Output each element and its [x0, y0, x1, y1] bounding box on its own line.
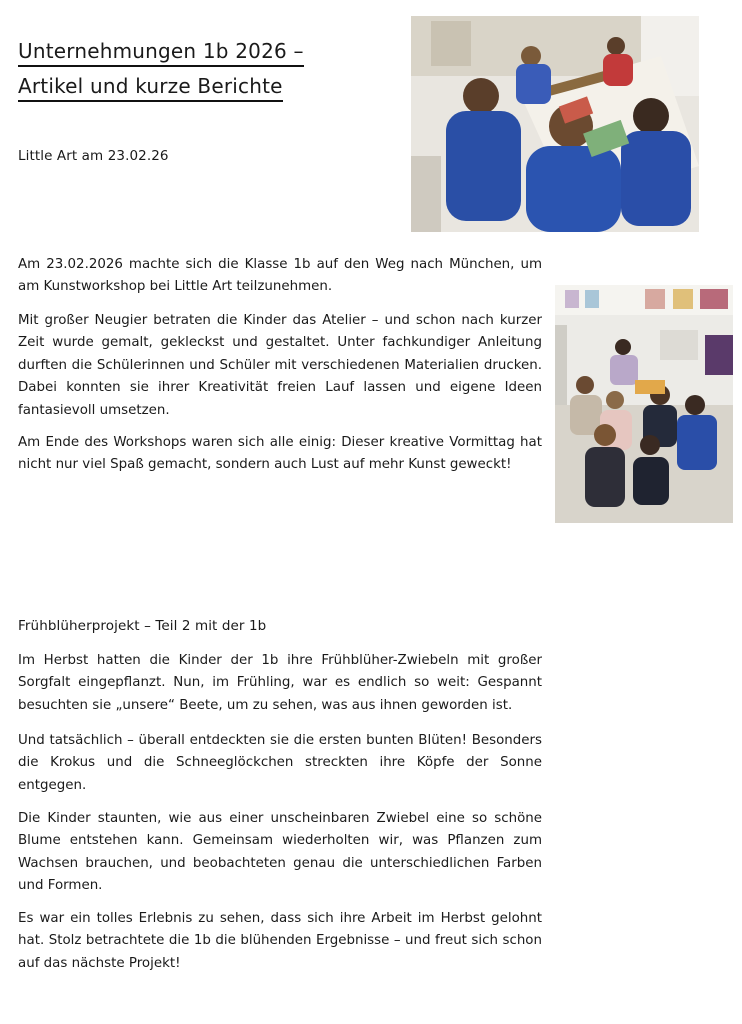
section2-heading: Frühblüherprojekt – Teil 2 mit der 1b — [18, 618, 267, 634]
section2-paragraph-2: Und tatsächlich – überall entdeckten sie die ersten bunten Blüten! Besonders die Krokus und die Schneeglöckchen streckten ihre Köpfe der Sonne entgegen. — [18, 733, 542, 793]
section2-paragraph-3: Die Kinder staunten, wie aus einer unscheinbaren Zwiebel eine so schöne Blume entstehen kann. Gemeinsam wiederholten wir, was Pflanzen zum Wachsen brauchen, und beobachteten genau die unterschiedlichen Farben und Formen. — [18, 811, 542, 894]
children-sitting-on-floor-icon — [555, 285, 733, 523]
document-title — [18, 38, 304, 108]
section2-paragraph-4: Es war ein tolles Erlebnis zu sehen, dass sich ihre Arbeit im Herbst gelohnt hat. Stolz betrachtete die 1b die blühenden Ergebnisse – und freut sich schon auf das nächste Projekt! — [18, 911, 542, 971]
title-line-1: Unternehmungen 1b 2026 – — [18, 38, 304, 67]
children-painting-photo — [411, 16, 699, 232]
children-painting-at-table-icon — [411, 16, 699, 232]
section2-paragraph-1: Im Herbst hatten die Kinder der 1b ihre Frühblüher-Zwiebeln mit großer Sorgfalt eingepflanzt. Nun, im Frühling, war es endlich so weit: Gespannt besuchten sie „unsere“ Beete, um zu sehen, was aus ihnen geworden ist. — [18, 653, 542, 713]
section1-paragraph-2: Mit großer Neugier betraten die Kinder das Atelier – und schon nach kurzer Zeit wurde gemalt, gekleckst und gestaltet. Unter fachkundiger Anleitung durften die Schülerinnen und Schüler mit verschiedenen Materialien drucken. Dabei konnten sie ihrer Kreativität freien Lauf lassen und eigene Ideen fantasievoll umsetzen. — [18, 313, 542, 418]
workshop-date: 23.02.2026 — [46, 257, 123, 272]
p1-body: machte sich die Klasse 1b auf den Weg nach München, um am Kunstworkshop bei Little Art teilzunehmen. — [18, 257, 542, 295]
section1-paragraph-1 — [18, 254, 542, 299]
section1-paragraph-3: Am Ende des Workshops waren sich alle einig: Dieser kreative Vormittag hat nicht nur viel Spaß gemacht, sondern auch Lust auf mehr Kunst geweckt! — [18, 435, 542, 473]
title-line-2: Artikel und kurze Berichte — [18, 73, 283, 102]
p1-prefix: Am — [18, 257, 47, 272]
section1-heading: Little Art am 23.02.26 — [18, 148, 169, 164]
children-on-floor-photo — [555, 285, 733, 523]
